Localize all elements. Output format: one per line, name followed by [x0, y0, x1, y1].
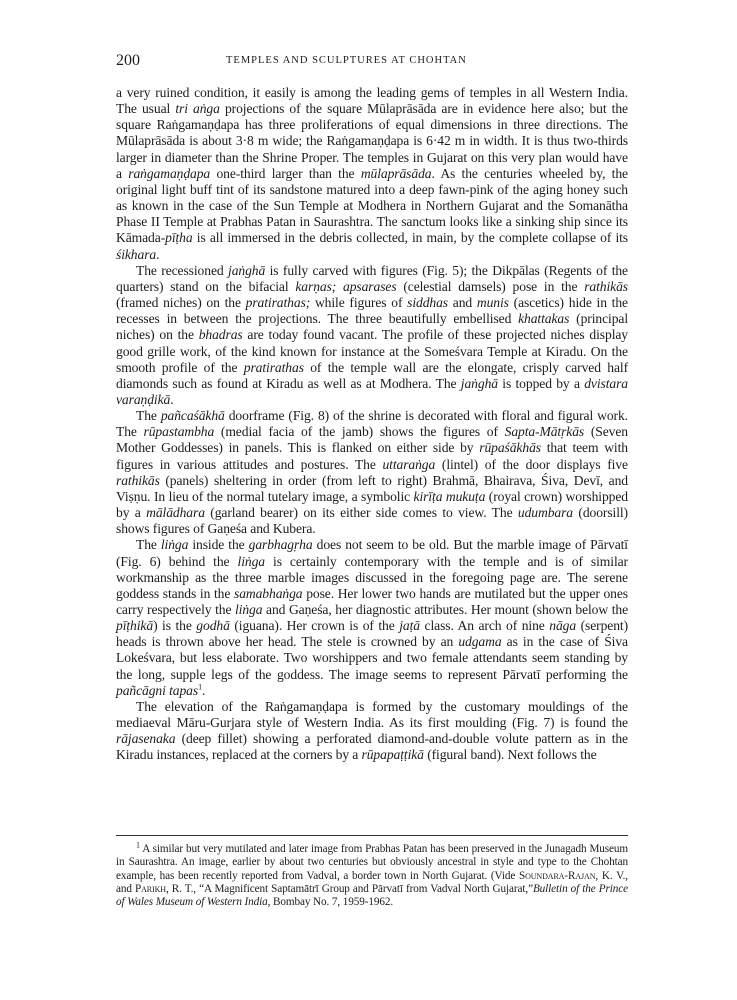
footnote-rule — [116, 835, 628, 836]
paragraph: a very ruined condition, it easily is among the leading gems of temples in all Western India. The usual tri aṅga projections of the square Mūlaprāsāda are in evidence here also; but the square Raṅgamaṇḍapa has three proliferations of equal dimensions in three directions. The Mūlaprāsāda is about 3·8 m wide; the Raṅgamaṇḍapa is 6·42 m in width. It is thus two-thirds larger in diameter than the Shrine Proper. The temples in Gujarat on this very plan would have a raṅgamaṇḍapa one-third larger than the mūlaprāsāda. As the centuries wheeled by, the original light buff tint of its sandstone matured into a deep fawn-pink of the aging honey such as known in the case of the Sun Temple at Modhera in Northern Gujarat and the Somanātha Phase II Temple at Prabhas Patan in Saurashtra. The sanctum looks like a sinking ship since its Kāmada-pīṭha is all immersed in the debris collected, in main, by the complete collapse of its śikhara. — [116, 85, 628, 262]
footnote-text: $^1$ A similar but very mutilated and later image from Prabhas Patan has been preserved in the Junagadh Museum in Saurashtra. An image, earlier by about two centuries but obviously ancestral in style and type to the Chohtan example, has been recently reported from Vadval, a border town in North Gujarat. (Vide Soundara-Rajan, K. V., and Parikh, R. T., “A Magnificent Saptamātrī Group and Pārvatī from Vadval North Gujarat,”Bulletin of the Prince of Wales Museum of Western India, Bombay No. 7, 1959-1962. — [116, 840, 628, 909]
page-header — [116, 52, 626, 72]
paragraph: The recessioned jaṅghā is fully carved with figures (Fig. 5); the Dikpālas (Regents of the quarters) stand on the bifacial karṇas; apsarases (celestial damsels) pose in the rathikās (framed niches) on the pratirathas; while figures of siddhas and munis (ascetics) hide in the recesses in between the projections. The three beautifully embellised khattakas (principal niches) on the bhadras are today found vacant. The profile of these projected niches display good grille work, of the kind known for instance at the Someśvara Temple at Kiradu. On the smooth profile of the pratirathas of the temple wall are the elongate, crisply carved half diamonds such as found at Kiradu as well as at Modhera. The jaṅghā is topped by a dvistara varaṇḍikā. — [116, 262, 629, 407]
footnote — [116, 840, 628, 909]
paragraph: The elevation of the Raṅgamaṇḍapa is formed by the customary mouldings of the mediaeval Māru-Gurjara style of Western India. As its first moulding (Fig. 7) is found the rājasenaka (deep fillet) showing a perforated diamond-and-double volute pattern as in the Kiradu instances, replaced at the corners by a rūpapaṭṭikā (figural band). Next follows the — [116, 698, 628, 763]
paragraph: The pañcaśākhā doorframe (Fig. 8) of the shrine is decorated with floral and figural work. The rūpastambha (medial facia of the jamb) shows the figures of Sapta-Mātṛkās (Seven Mother Goddesses) in panels. This is flanked on either side by rūpaśākhās that teem with figures in various attitudes and postures. The uttaraṅga (lintel) of the door displays five rathikās (panels) sheltering in order (from left to right) Brahmā, Bhairava, Śiva, Devī, and Viṣṇu. In lieu of the normal tutelary image, a symbolic kirīṭa mukuṭa (royal crown) worshipped by a mālādhara (garland bearer) on its either side comes to view. The udumbara (doorsill) shows figures of Gaṇeśa and Kubera. — [116, 408, 628, 537]
page-number: 200 — [116, 52, 140, 69]
running-title: TEMPLES AND SCULPTURES AT CHOHTAN — [226, 55, 467, 66]
body-text — [116, 85, 628, 764]
paragraph: The liṅga inside the garbhagṛha does not seem to be old. But the marble image of Pārvatī (Fig. 6) behind the liṅga is certainly contemporary with the temple and is of similar workmanship as the three marble images discussed in the foregoing page are. The serene goddess stands in the samabhaṅga pose. Her lower two hands are mutilated but the upper ones carry respectively the liṅga and Gaṇeśa, her diagnostic attributes. Her mount (shown below the pīṭhikā) is the godhā (iguana). Her crown is of the jaṭā class. An arch of nine nāga (serpent) heads is thrown above her head. The stele is crowned by an udgama as in the case of Śiva Lokeśvara, but less elaborate. Two worshippers and two female attendants seem standing by the long, supple legs of the goddess. The image seems to represent Pārvatī performing the pañcāgni tapas$^1$. — [116, 537, 628, 698]
